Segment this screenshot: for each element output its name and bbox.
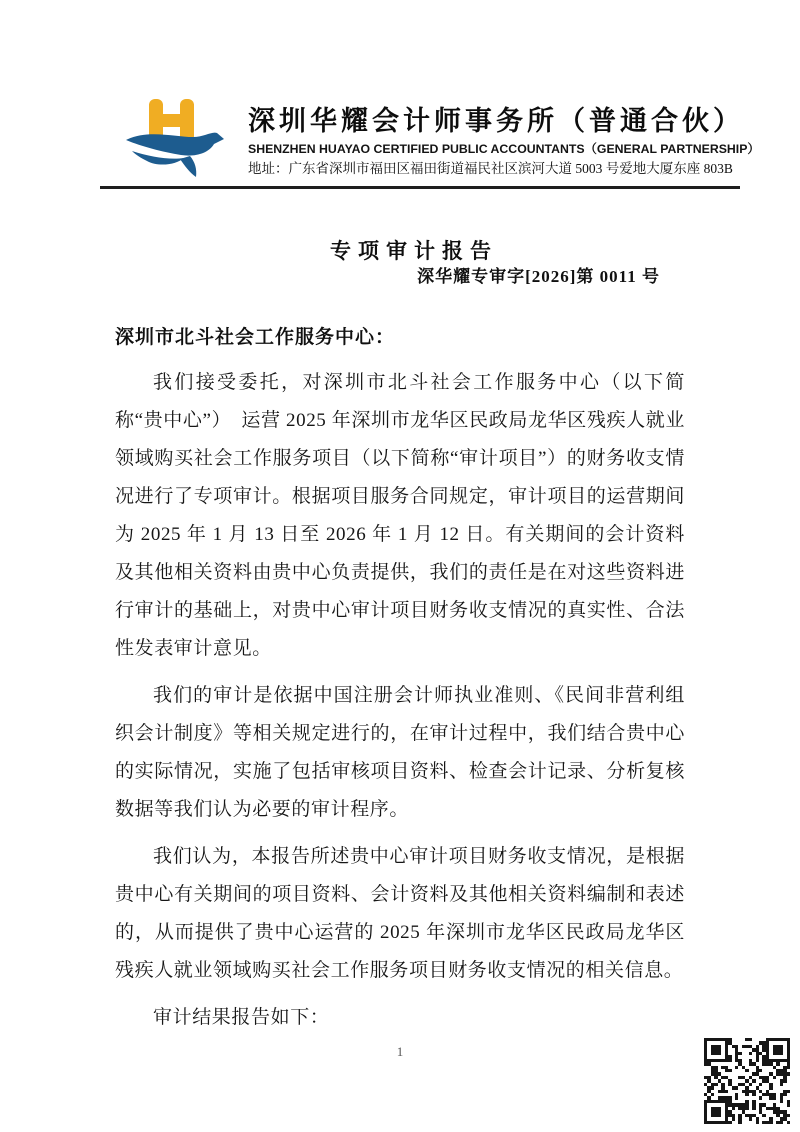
header-divider: [100, 186, 740, 189]
company-logo-icon: [123, 93, 235, 183]
letterhead: [123, 93, 760, 183]
company-name-en: SHENZHEN HUAYAO CERTIFIED PUBLIC ACCOUNTANTS（GENERAL PARTNERSHIP）: [248, 142, 760, 156]
report-body: [115, 319, 685, 1037]
qr-code-icon: [704, 1038, 790, 1124]
report-ref-number: 深华耀专审字[2026]第 0011 号: [417, 267, 660, 286]
letterhead-text: [248, 93, 760, 177]
paragraph: 审计结果报告如下：: [153, 1007, 330, 1028]
company-address: 地址：广东省深圳市福田区福田街道福民社区滨河大道 5003 号爱地大厦东座 803B: [248, 161, 733, 176]
addressee: 深圳市北斗社会工作服务中心：: [115, 327, 396, 348]
page-number: 1: [396, 1044, 404, 1059]
paragraph: 我们认为，本报告所述贵中心审计项目财务收支情况，是根据贵中心有关期间的项目资料、会计资料及其他相关资料编制和表述的，从而提供了贵中心运营的 2025 年深圳市龙华区民政局龙华区残疾人就业领域购买社会工作服务项目财务收支情况的相关信息。: [115, 846, 685, 981]
paragraph: 我们接受委托，对深圳市北斗社会工作服务中心（以下简称“贵中心”） 运营 2025 年深圳市龙华区民政局龙华区残疾人就业领域购买社会工作服务项目（以下简称“审计项目”）的财务收支情况进行了专项审计。根据项目服务合同规定，审计项目的运营期间为 2025 年 1 月 13 日至 2026 年 1 月 12 日。有关期间的会计资料及其他相关资料由贵中心负责提供，我们的责任是在对这些资料进行审计的基础上，对贵中心审计项目财务收支情况的真实性、合法性发表审计意见。: [115, 372, 685, 659]
report-title: 专项审计报告: [330, 239, 498, 264]
paragraph: 我们的审计是依据中国注册会计师执业准则、《民间非营利组织会计制度》等相关规定进行的，在审计过程中，我们结合贵中心的实际情况，实施了包括审核项目资料、检查会计记录、分析复核数据等我们认为必要的审计程序。: [115, 685, 685, 820]
company-name-cn: 深圳华耀会计师事务所（普通合伙）: [248, 106, 744, 136]
